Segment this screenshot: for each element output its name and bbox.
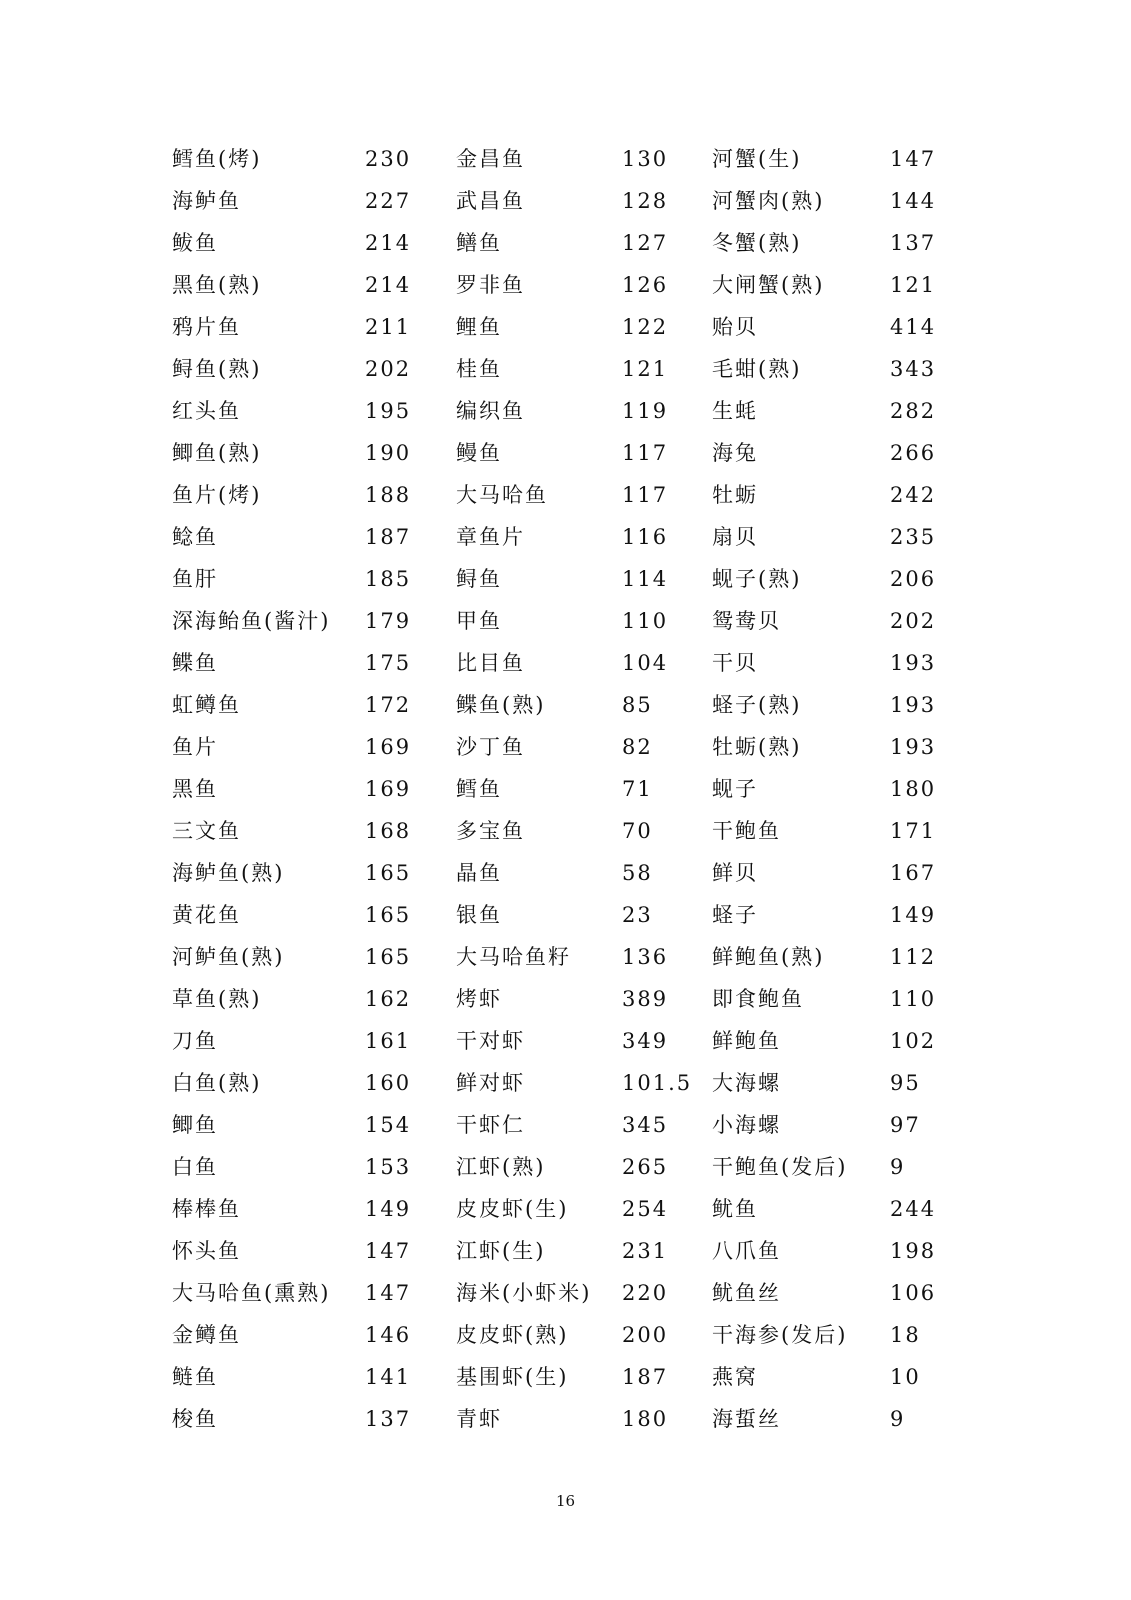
food-name-cell: 鲤鱼 [456,315,502,339]
purine-value-cell: 230 [365,147,412,171]
food-name-cell: 鲟鱼 [456,567,502,591]
food-name-cell: 鲶鱼 [172,525,218,549]
purine-value-cell: 82 [622,735,653,759]
purine-value-cell: 211 [365,315,412,339]
food-name-cell: 海鲈鱼(熟) [172,861,285,885]
food-name-cell: 蛏子(熟) [712,693,802,717]
food-name-cell: 三文鱼 [172,819,241,843]
purine-value-cell: 202 [890,609,937,633]
purine-value-cell: 214 [365,231,412,255]
food-name-cell: 金鳟鱼 [172,1323,241,1347]
purine-value-cell: 130 [622,147,669,171]
food-name-cell: 鸦片鱼 [172,315,241,339]
food-name-cell: 桂鱼 [456,357,502,381]
food-name-cell: 鳕鱼(烤) [172,147,262,171]
food-name-cell: 金昌鱼 [456,147,525,171]
purine-value-cell: 190 [365,441,412,465]
table-row [172,180,952,222]
purine-value-cell: 231 [622,1239,669,1263]
food-name-cell: 河蟹肉(熟) [712,189,825,213]
purine-value-cell: 104 [622,651,669,675]
purine-value-cell: 101.5 [622,1071,693,1095]
purine-value-cell: 119 [622,399,669,423]
purine-value-cell: 188 [365,483,412,507]
table-row [172,894,952,936]
purine-value-cell: 153 [365,1155,412,1179]
food-name-cell: 银鱼 [456,903,502,927]
purine-value-cell: 165 [365,903,412,927]
purine-value-cell: 137 [890,231,937,255]
food-name-cell: 深海鲐鱼(酱汁) [172,609,331,633]
purine-value-cell: 128 [622,189,669,213]
food-name-cell: 鲽鱼 [172,651,218,675]
purine-value-cell: 171 [890,819,937,843]
table-row [172,1104,952,1146]
purine-value-cell: 114 [622,567,669,591]
table-row [172,726,952,768]
table-row [172,348,952,390]
food-name-cell: 白鱼 [172,1155,218,1179]
table-row [172,936,952,978]
food-name-cell: 梭鱼 [172,1407,218,1431]
table-row [172,810,952,852]
food-name-cell: 干贝 [712,651,758,675]
purine-value-cell: 165 [365,861,412,885]
purine-value-cell: 9 [890,1155,906,1179]
purine-value-cell: 244 [890,1197,937,1221]
food-name-cell: 鱼肝 [172,567,218,591]
food-name-cell: 鲜鲍鱼 [712,1029,781,1053]
food-name-cell: 毛蚶(熟) [712,357,802,381]
food-name-cell: 鳕鱼 [456,777,502,801]
purine-value-cell: 121 [622,357,669,381]
food-name-cell: 罗非鱼 [456,273,525,297]
food-name-cell: 烤虾 [456,987,502,1011]
purine-value-cell: 200 [622,1323,669,1347]
food-name-cell: 黑鱼 [172,777,218,801]
purine-value-cell: 102 [890,1029,937,1053]
table-row [172,306,952,348]
food-name-cell: 江虾(生) [456,1239,546,1263]
table-row [172,138,952,180]
purine-value-cell: 146 [365,1323,412,1347]
purine-value-cell: 149 [890,903,937,927]
purine-value-cell: 206 [890,567,937,591]
table-row [172,1188,952,1230]
food-name-cell: 沙丁鱼 [456,735,525,759]
food-name-cell: 牡蛎(熟) [712,735,802,759]
purine-value-cell: 10 [890,1365,921,1389]
food-name-cell: 白鱼(熟) [172,1071,262,1095]
table-row [172,852,952,894]
purine-value-cell: 18 [890,1323,921,1347]
table-row [172,264,952,306]
purine-value-cell: 198 [890,1239,937,1263]
purine-value-cell: 169 [365,777,412,801]
food-name-cell: 大马哈鱼 [456,483,548,507]
table-row [172,684,952,726]
food-name-cell: 干虾仁 [456,1113,525,1137]
food-name-cell: 比目鱼 [456,651,525,675]
purine-content-table [172,138,952,1440]
purine-value-cell: 168 [365,819,412,843]
purine-value-cell: 116 [622,525,669,549]
food-name-cell: 黑鱼(熟) [172,273,262,297]
purine-value-cell: 179 [365,609,412,633]
page-number: 16 [555,1492,576,1510]
purine-value-cell: 187 [622,1365,669,1389]
food-name-cell: 虹鳟鱼 [172,693,241,717]
purine-value-cell: 110 [890,987,937,1011]
food-name-cell: 生蚝 [712,399,758,423]
purine-value-cell: 117 [622,441,669,465]
purine-value-cell: 282 [890,399,937,423]
purine-value-cell: 214 [365,273,412,297]
table-row [172,474,952,516]
food-name-cell: 鳝鱼 [456,231,502,255]
food-name-cell: 草鱼(熟) [172,987,262,1011]
purine-value-cell: 147 [890,147,937,171]
food-name-cell: 皮皮虾(生) [456,1197,569,1221]
food-name-cell: 河鲈鱼(熟) [172,945,285,969]
table-row [172,558,952,600]
food-name-cell: 大海螺 [712,1071,781,1095]
food-name-cell: 干对虾 [456,1029,525,1053]
food-name-cell: 即食鲍鱼 [712,987,804,1011]
food-name-cell: 海米(小虾米) [456,1281,592,1305]
table-row [172,516,952,558]
purine-value-cell: 117 [622,483,669,507]
food-name-cell: 皮皮虾(熟) [456,1323,569,1347]
food-name-cell: 怀头鱼 [172,1239,241,1263]
food-name-cell: 鸳鸯贝 [712,609,781,633]
food-name-cell: 海兔 [712,441,758,465]
food-name-cell: 鱼片 [172,735,218,759]
food-name-cell: 贻贝 [712,315,758,339]
food-name-cell: 小海螺 [712,1113,781,1137]
purine-value-cell: 161 [365,1029,412,1053]
purine-value-cell: 141 [365,1365,412,1389]
purine-value-cell: 110 [622,609,669,633]
table-row [172,432,952,474]
table-row [172,1398,952,1440]
food-name-cell: 青虾 [456,1407,502,1431]
food-name-cell: 红头鱼 [172,399,241,423]
food-name-cell: 鲟鱼(熟) [172,357,262,381]
food-name-cell: 燕窝 [712,1365,758,1389]
table-row [172,978,952,1020]
food-name-cell: 牡蛎 [712,483,758,507]
purine-value-cell: 193 [890,693,937,717]
food-name-cell: 河蟹(生) [712,147,802,171]
food-name-cell: 武昌鱼 [456,189,525,213]
purine-value-cell: 266 [890,441,937,465]
food-name-cell: 鱿鱼 [712,1197,758,1221]
table-row [172,768,952,810]
purine-value-cell: 85 [622,693,653,717]
purine-value-cell: 254 [622,1197,669,1221]
purine-value-cell: 180 [622,1407,669,1431]
purine-value-cell: 147 [365,1239,412,1263]
purine-value-cell: 112 [890,945,937,969]
food-name-cell: 甲鱼 [456,609,502,633]
food-name-cell: 鲜对虾 [456,1071,525,1095]
purine-value-cell: 136 [622,945,669,969]
table-row [172,1020,952,1062]
purine-value-cell: 137 [365,1407,412,1431]
table-row [172,642,952,684]
purine-value-cell: 149 [365,1197,412,1221]
food-name-cell: 海蜇丝 [712,1407,781,1431]
food-name-cell: 黄花鱼 [172,903,241,927]
purine-value-cell: 180 [890,777,937,801]
table-row [172,600,952,642]
purine-value-cell: 345 [622,1113,669,1137]
food-name-cell: 干鲍鱼 [712,819,781,843]
purine-value-cell: 58 [622,861,653,885]
food-name-cell: 大马哈鱼籽 [456,945,571,969]
purine-value-cell: 106 [890,1281,937,1305]
purine-value-cell: 235 [890,525,937,549]
purine-value-cell: 71 [622,777,653,801]
food-name-cell: 多宝鱼 [456,819,525,843]
table-row [172,1230,952,1272]
purine-value-cell: 167 [890,861,937,885]
table-row [172,1356,952,1398]
food-name-cell: 干鲍鱼(发后) [712,1155,848,1179]
purine-value-cell: 127 [622,231,669,255]
food-name-cell: 晶鱼 [456,861,502,885]
purine-value-cell: 126 [622,273,669,297]
purine-value-cell: 162 [365,987,412,1011]
food-name-cell: 鲅鱼 [172,231,218,255]
food-name-cell: 鱼片(烤) [172,483,262,507]
food-name-cell: 鲜贝 [712,861,758,885]
food-name-cell: 棒棒鱼 [172,1197,241,1221]
food-name-cell: 江虾(熟) [456,1155,546,1179]
purine-value-cell: 95 [890,1071,921,1095]
purine-value-cell: 220 [622,1281,669,1305]
food-name-cell: 刀鱼 [172,1029,218,1053]
purine-value-cell: 185 [365,567,412,591]
food-name-cell: 鲢鱼 [172,1365,218,1389]
food-name-cell: 干海参(发后) [712,1323,848,1347]
table-row [172,1272,952,1314]
food-name-cell: 大闸蟹(熟) [712,273,825,297]
purine-value-cell: 160 [365,1071,412,1095]
purine-value-cell: 242 [890,483,937,507]
food-name-cell: 大马哈鱼(熏熟) [172,1281,331,1305]
purine-value-cell: 175 [365,651,412,675]
purine-value-cell: 265 [622,1155,669,1179]
purine-value-cell: 169 [365,735,412,759]
purine-value-cell: 195 [365,399,412,423]
food-name-cell: 鲽鱼(熟) [456,693,546,717]
table-row [172,1314,952,1356]
food-name-cell: 鲫鱼 [172,1113,218,1137]
table-row [172,1062,952,1104]
purine-value-cell: 23 [622,903,653,927]
purine-value-cell: 202 [365,357,412,381]
food-name-cell: 章鱼片 [456,525,525,549]
table-row [172,222,952,264]
food-name-cell: 基围虾(生) [456,1365,569,1389]
table-row [172,1146,952,1188]
food-name-cell: 冬蟹(熟) [712,231,802,255]
purine-value-cell: 227 [365,189,412,213]
purine-value-cell: 9 [890,1407,906,1431]
purine-value-cell: 154 [365,1113,412,1137]
food-name-cell: 编织鱼 [456,399,525,423]
purine-value-cell: 165 [365,945,412,969]
purine-value-cell: 349 [622,1029,669,1053]
purine-value-cell: 414 [890,315,937,339]
food-name-cell: 八爪鱼 [712,1239,781,1263]
food-name-cell: 蚬子 [712,777,758,801]
food-name-cell: 蚬子(熟) [712,567,802,591]
food-name-cell: 鲜鲍鱼(熟) [712,945,825,969]
purine-value-cell: 193 [890,735,937,759]
purine-value-cell: 193 [890,651,937,675]
purine-value-cell: 147 [365,1281,412,1305]
purine-value-cell: 187 [365,525,412,549]
food-name-cell: 扇贝 [712,525,758,549]
purine-value-cell: 389 [622,987,669,1011]
table-row [172,390,952,432]
purine-value-cell: 97 [890,1113,921,1137]
purine-value-cell: 343 [890,357,937,381]
food-name-cell: 海鲈鱼 [172,189,241,213]
purine-value-cell: 122 [622,315,669,339]
food-name-cell: 鱿鱼丝 [712,1281,781,1305]
food-name-cell: 蛏子 [712,903,758,927]
purine-value-cell: 70 [622,819,653,843]
food-name-cell: 鲫鱼(熟) [172,441,262,465]
purine-value-cell: 144 [890,189,937,213]
purine-value-cell: 121 [890,273,937,297]
purine-value-cell: 172 [365,693,412,717]
food-name-cell: 鳗鱼 [456,441,502,465]
